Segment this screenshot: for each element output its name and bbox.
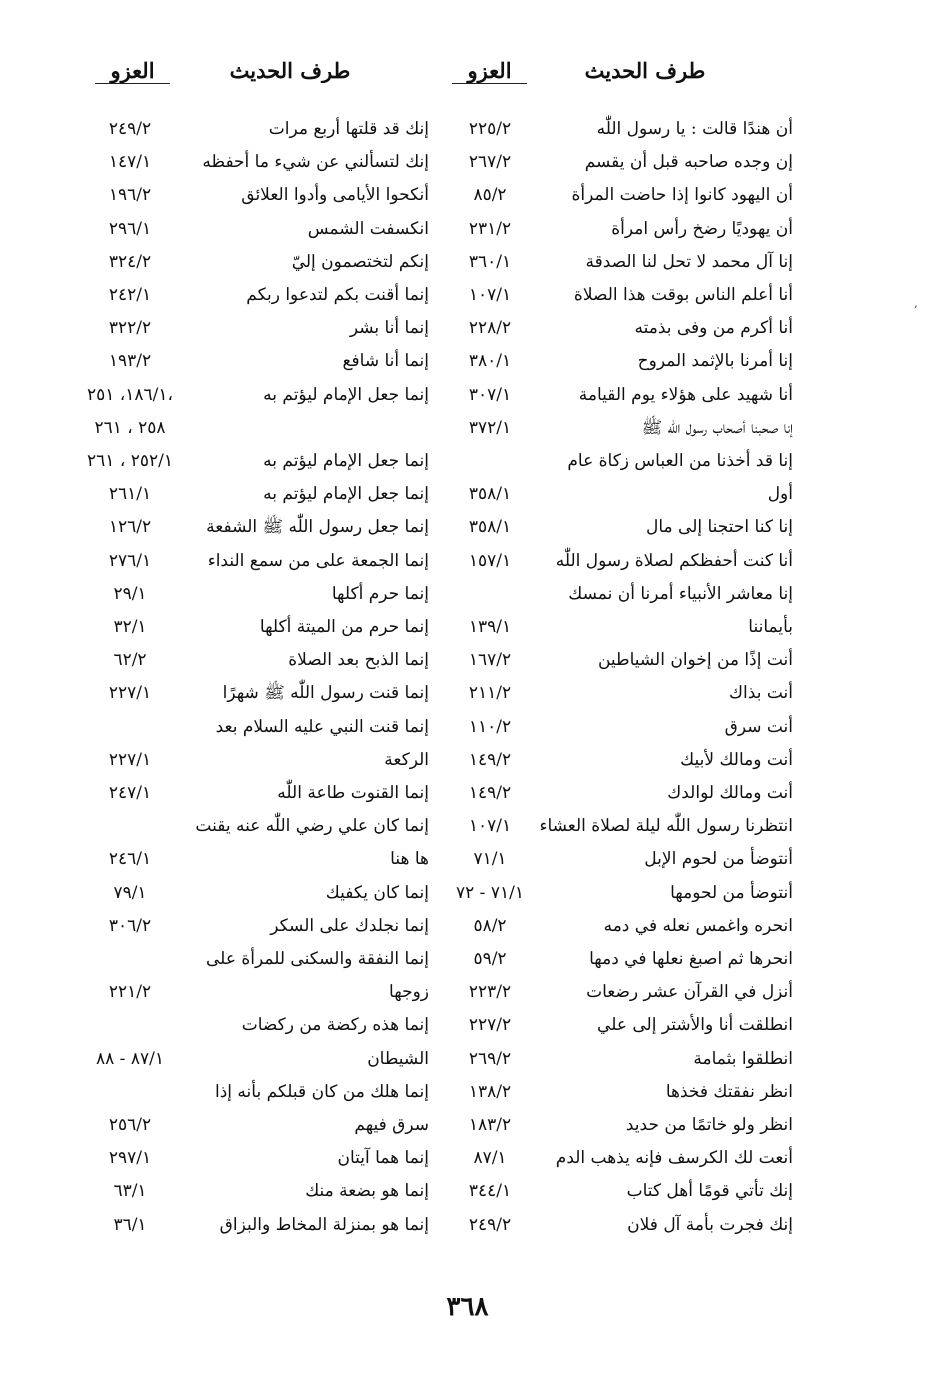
entry-ref-right: ٢٣١/٢ [468,218,512,239]
entry-ref-right: ١٨٣/٢ [468,1115,512,1135]
entry-ref-right: ٣٤٤/١ [468,1181,512,1202]
entry-ref-right: ١٥٧/١ [468,550,512,571]
table-row [0,679,935,711]
table-row [0,580,935,612]
entry-text-left: إنما قنت رسول اللّٰه ﷺ شهرًا [222,683,429,704]
entry-ref-right: ١٣٩/١ [468,617,512,637]
table-row [0,314,935,346]
entry-text-left: إنما قنت النبي عليه السلام بعد [215,716,429,737]
entry-ref-right: ٣٥٨/١ [468,517,512,538]
entry-text-right: أنزل في القرآن عشر رضعات [586,982,793,1003]
entry-text-right: أنعت لك الكرسف فإنه يذهب الدم [555,1148,793,1169]
entry-ref-right: ٧١/١ - ٧٢ [456,882,524,903]
entry-text-left: الشيطان [367,1048,429,1069]
entry-text-right: انحره واغمس نعله في دمه [603,915,793,936]
entry-text-right: انطلقت أنا والأشتر إلى علي [597,1015,793,1036]
entry-ref-left: ٢٤٧/١ [108,783,152,803]
entry-text-right: إنا معاشر الأنبياء أمرنا أن نمسك [568,583,793,604]
entry-text-right: أنت سرق [724,716,793,737]
entry-text-left: سرق فيهم [354,1115,429,1135]
entry-ref-right: ٣٨٠/١ [468,351,512,372]
scan-mark: , [914,296,918,310]
table-row [0,215,935,247]
entry-text-right: أنا أكرم من وفى بذمته [634,318,793,339]
header-left-ref: العزو [95,58,170,84]
entry-text-right: إنا صحبنا أصحاب رسول اللّٰه ﷺ [641,417,793,438]
table-row [0,879,935,911]
entry-text-left: انكسفت الشمس [307,218,429,239]
table-row [0,1078,935,1110]
entry-text-right: إنا أمرنا بالإثمد المروح [637,351,793,372]
entry-text-left: ها هنا [390,849,429,870]
entry-ref-left: ٢٢٧/١ [108,683,152,704]
entry-text-right: أنت ومالك لأبيك [680,749,793,770]
entry-ref-left: ٢٩٦/١ [108,218,152,239]
entry-text-left: إنما جعل الإمام ليؤتم به [263,451,429,471]
entry-text-left: إنما الذبح بعد الصلاة [288,650,429,671]
entry-ref-right: ١٤٩/٢ [468,749,512,770]
page-number: ٣٦٨ [446,1292,489,1322]
entry-text-left: إنما أنا شافع [342,351,429,372]
entry-ref-right: ٧١/١ [473,849,507,870]
table-row [0,779,935,811]
table-row [0,281,935,313]
entry-ref-left: ٣٦/١ [113,1214,147,1235]
entry-text-right: انطلقوا بثمامة [693,1048,793,1069]
entry-ref-right: ١٠٧/١ [468,816,512,837]
entry-text-left: إنما كان علي رضي اللّٰه عنه يقنت [195,816,429,837]
entry-ref-right: ٥٨/٢ [473,915,507,936]
entry-text-right: إنك فجرت بأمة آل فلان [627,1214,793,1235]
entry-text-left: زوجها [389,982,429,1003]
entry-ref-left: ٨٧/١ - ٨٨ [96,1048,164,1069]
entry-text-right: إنا قد أخذنا من العباس زكاة عام [567,451,793,471]
entry-ref-right: ٢٦٧/٢ [468,152,512,173]
entry-ref-left: ١٢٦/٢ [108,517,152,538]
entry-ref-right: ٢٢٣/٢ [468,982,512,1003]
entry-ref-right: ١٠٧/١ [468,285,512,305]
entry-text-right: إنا آل محمد لا تحل لنا الصدقة [585,251,793,272]
entry-ref-left: ٢٢٧/١ [108,749,152,770]
entry-ref-left: ٣٢/١ [113,617,147,637]
entry-ref-left: ٢٤٩/٢ [108,119,152,139]
header-left-title: طرف الحديث [229,58,351,83]
table-row [0,713,935,745]
table-row [0,1111,935,1143]
entry-text-left: إنما نجلدك على السكر [270,915,429,936]
table-row [0,646,935,678]
table-row [0,945,935,977]
table-header [0,58,935,92]
entry-text-right: انتظرنا رسول اللّٰه ليلة لصلاة العشاء [539,816,793,837]
entry-text-right: أول [767,484,793,505]
entry-ref-left: ٢٤٢/١ [108,285,152,305]
entry-ref-right: ٣٠٧/١ [468,384,512,405]
table-row [0,381,935,413]
table-row [0,1011,935,1043]
entry-text-right: أنت ومالك لوالدك [667,783,793,803]
entry-ref-left: ٢٧٦/١ [108,550,152,571]
table-row [0,978,935,1010]
table-row [0,513,935,545]
entry-ref-left: ١٩٣/٢ [108,351,152,372]
entry-text-left: إنما حرم من الميتة أكلها [259,617,429,637]
entry-text-left: الركعة [384,749,429,770]
entry-text-right: أنا أعلم الناس بوقت هذا الصلاة [573,285,793,305]
entry-ref-left: ٢٦١/١ [108,484,152,505]
entry-ref-left: ٧٩/١ [113,882,147,903]
entry-ref-right: ٢٢٨/٢ [468,318,512,339]
entry-text-right: أنتوضأ من لحومها [670,882,793,903]
entry-ref-right: ٣٧٢/١ [468,417,512,438]
entry-ref-right: ١٦٧/٢ [468,650,512,671]
entry-text-left: إنما كان يكفيك [325,882,429,903]
entry-ref-left: ٢٤٦/١ [108,849,152,870]
entry-text-left: إنما جعل الإمام ليؤتم به [263,484,429,505]
entry-text-left: إنما القنوت طاعة اللّٰه [277,783,429,803]
entry-text-right: أن اليهود كانوا إذا حاضت المرأة [571,185,793,206]
entry-ref-left: ٣٢٢/٢ [108,318,152,339]
table-row [0,845,935,877]
entry-ref-right: ١١٠/٢ [468,716,512,737]
entry-ref-right: ٨٥/٢ [473,185,507,206]
entry-ref-left: ٢٩/١ [113,583,147,604]
table-row [0,547,935,579]
table-row [0,347,935,379]
entry-text-right: أنت بذاك [729,683,793,704]
table-row [0,812,935,844]
entry-text-left: إنك لتسألني عن شيء ما أحفظه [202,152,429,173]
table-row [0,1144,935,1176]
entry-ref-left: ٢٥٦/٢ [108,1115,152,1135]
entry-text-left: إنما أقنت بكم لتدعوا ربكم [246,285,429,305]
entry-text-right: أنا كنت أحفظكم لصلاة رسول اللّٰه [555,550,793,571]
entry-text-right: انحرها ثم اصبغ نعلها في دمها [589,949,793,969]
table-row [0,1177,935,1209]
entry-text-right: إنا كنا احتجنا إلى مال [645,517,793,538]
entry-text-right: انظر ولو خاتمًا من حديد [625,1115,793,1135]
entry-ref-right: ٢٢٧/٢ [468,1015,512,1036]
table-row [0,248,935,280]
table-row [0,746,935,778]
entry-text-left: إنما هلك من كان قبلكم بأنه إذا [215,1081,429,1102]
table-row [0,181,935,213]
table-row [0,115,935,147]
entry-text-left: إنما جعل الإمام ليؤتم به [263,384,429,405]
entry-text-right: إن وجده صاحبه قبل أن يقسم [584,152,793,173]
entry-text-left: أنكحوا الأيامى وأدوا العلائق [241,185,429,206]
entry-ref-right: ٥٩/٢ [473,949,507,969]
entry-ref-right: ٣٥٨/١ [468,484,512,505]
table-row [0,1211,935,1243]
entry-text-left: إنك قد قلتها أربع مرات [268,119,429,139]
table-row [0,912,935,944]
entry-text-left: إنما جعل رسول اللّٰه ﷺ الشفعة [206,517,429,538]
entry-text-right: انظر نفقتك فخذها [665,1081,793,1102]
entry-ref-left: ١٨٦/١، ٢٥١، [86,384,174,405]
table-row [0,613,935,645]
entry-ref-right: ٨٧/١ [473,1148,507,1169]
entry-ref-right: ٢٦٩/٢ [468,1048,512,1069]
entry-ref-left: ٣٠٦/٢ [108,915,152,936]
entry-text-right: أنا شهيد على هؤلاء يوم القيامة [578,384,793,405]
entry-ref-left: ٢٥٨ ، ٢٦١ [94,417,166,438]
entry-text-left: إنما أنا بشر [349,318,429,339]
entry-text-right: أن هندًا قالت : يا رسول اللّٰه [596,119,793,139]
entry-ref-left: ١٤٧/١ [108,152,152,173]
entry-text-left: إنكم لتختصمون إليّ [291,251,429,272]
entry-ref-right: ٢٢٥/٢ [468,119,512,139]
entry-ref-left: ٦٣/١ [113,1181,147,1202]
entry-text-right: أنت إذًا من إخوان الشياطين [597,650,793,671]
entry-text-left: إنما هو بمنزلة المخاط والبزاق [219,1214,429,1235]
table-row [0,480,935,512]
entry-text-left: إنما هذه ركضة من ركضات [241,1015,429,1036]
entry-ref-right: ٢١١/٢ [468,683,512,704]
header-right-ref: العزو [452,58,527,84]
entry-ref-left: ٣٢٤/٢ [108,251,152,272]
table-row [0,447,935,479]
entry-ref-right: ٣٦٠/١ [468,251,512,272]
entry-text-right: بأيماننا [748,617,793,637]
entry-ref-left: ١٩٦/٢ [108,185,152,206]
entry-ref-right: ١٤٩/٢ [468,783,512,803]
entry-text-left: إنما الجمعة على من سمع النداء [207,550,429,571]
header-right-title: طرف الحديث [584,58,706,83]
entry-text-right: أنتوضأ من لحوم الإبل [644,849,793,870]
entry-ref-left: ٦٢/٢ [113,650,147,671]
entry-ref-left: ٢٢١/٢ [108,982,152,1003]
entry-ref-left: ٢٩٧/١ [108,1148,152,1169]
entry-text-left: إنما حرم أكلها [331,583,429,604]
table-row [0,1045,935,1077]
table-row [0,414,935,446]
entry-text-right: إنك تأتي قومًا أهل كتاب [626,1181,793,1202]
entry-text-left: إنما هما آيتان [337,1148,429,1169]
entry-ref-right: ٢٤٩/٢ [468,1214,512,1235]
entry-text-left: إنما هو بضعة منك [305,1181,429,1202]
entry-ref-right: ١٣٨/٢ [468,1081,512,1102]
entry-text-right: أن يهوديًا رضخ رأس امرأة [611,218,793,239]
entry-ref-left: ٢٥٢/١ ، ٢٦١ [87,451,173,471]
table-row [0,148,935,180]
entry-text-left: إنما النفقة والسكنى للمرأة على [206,949,429,969]
